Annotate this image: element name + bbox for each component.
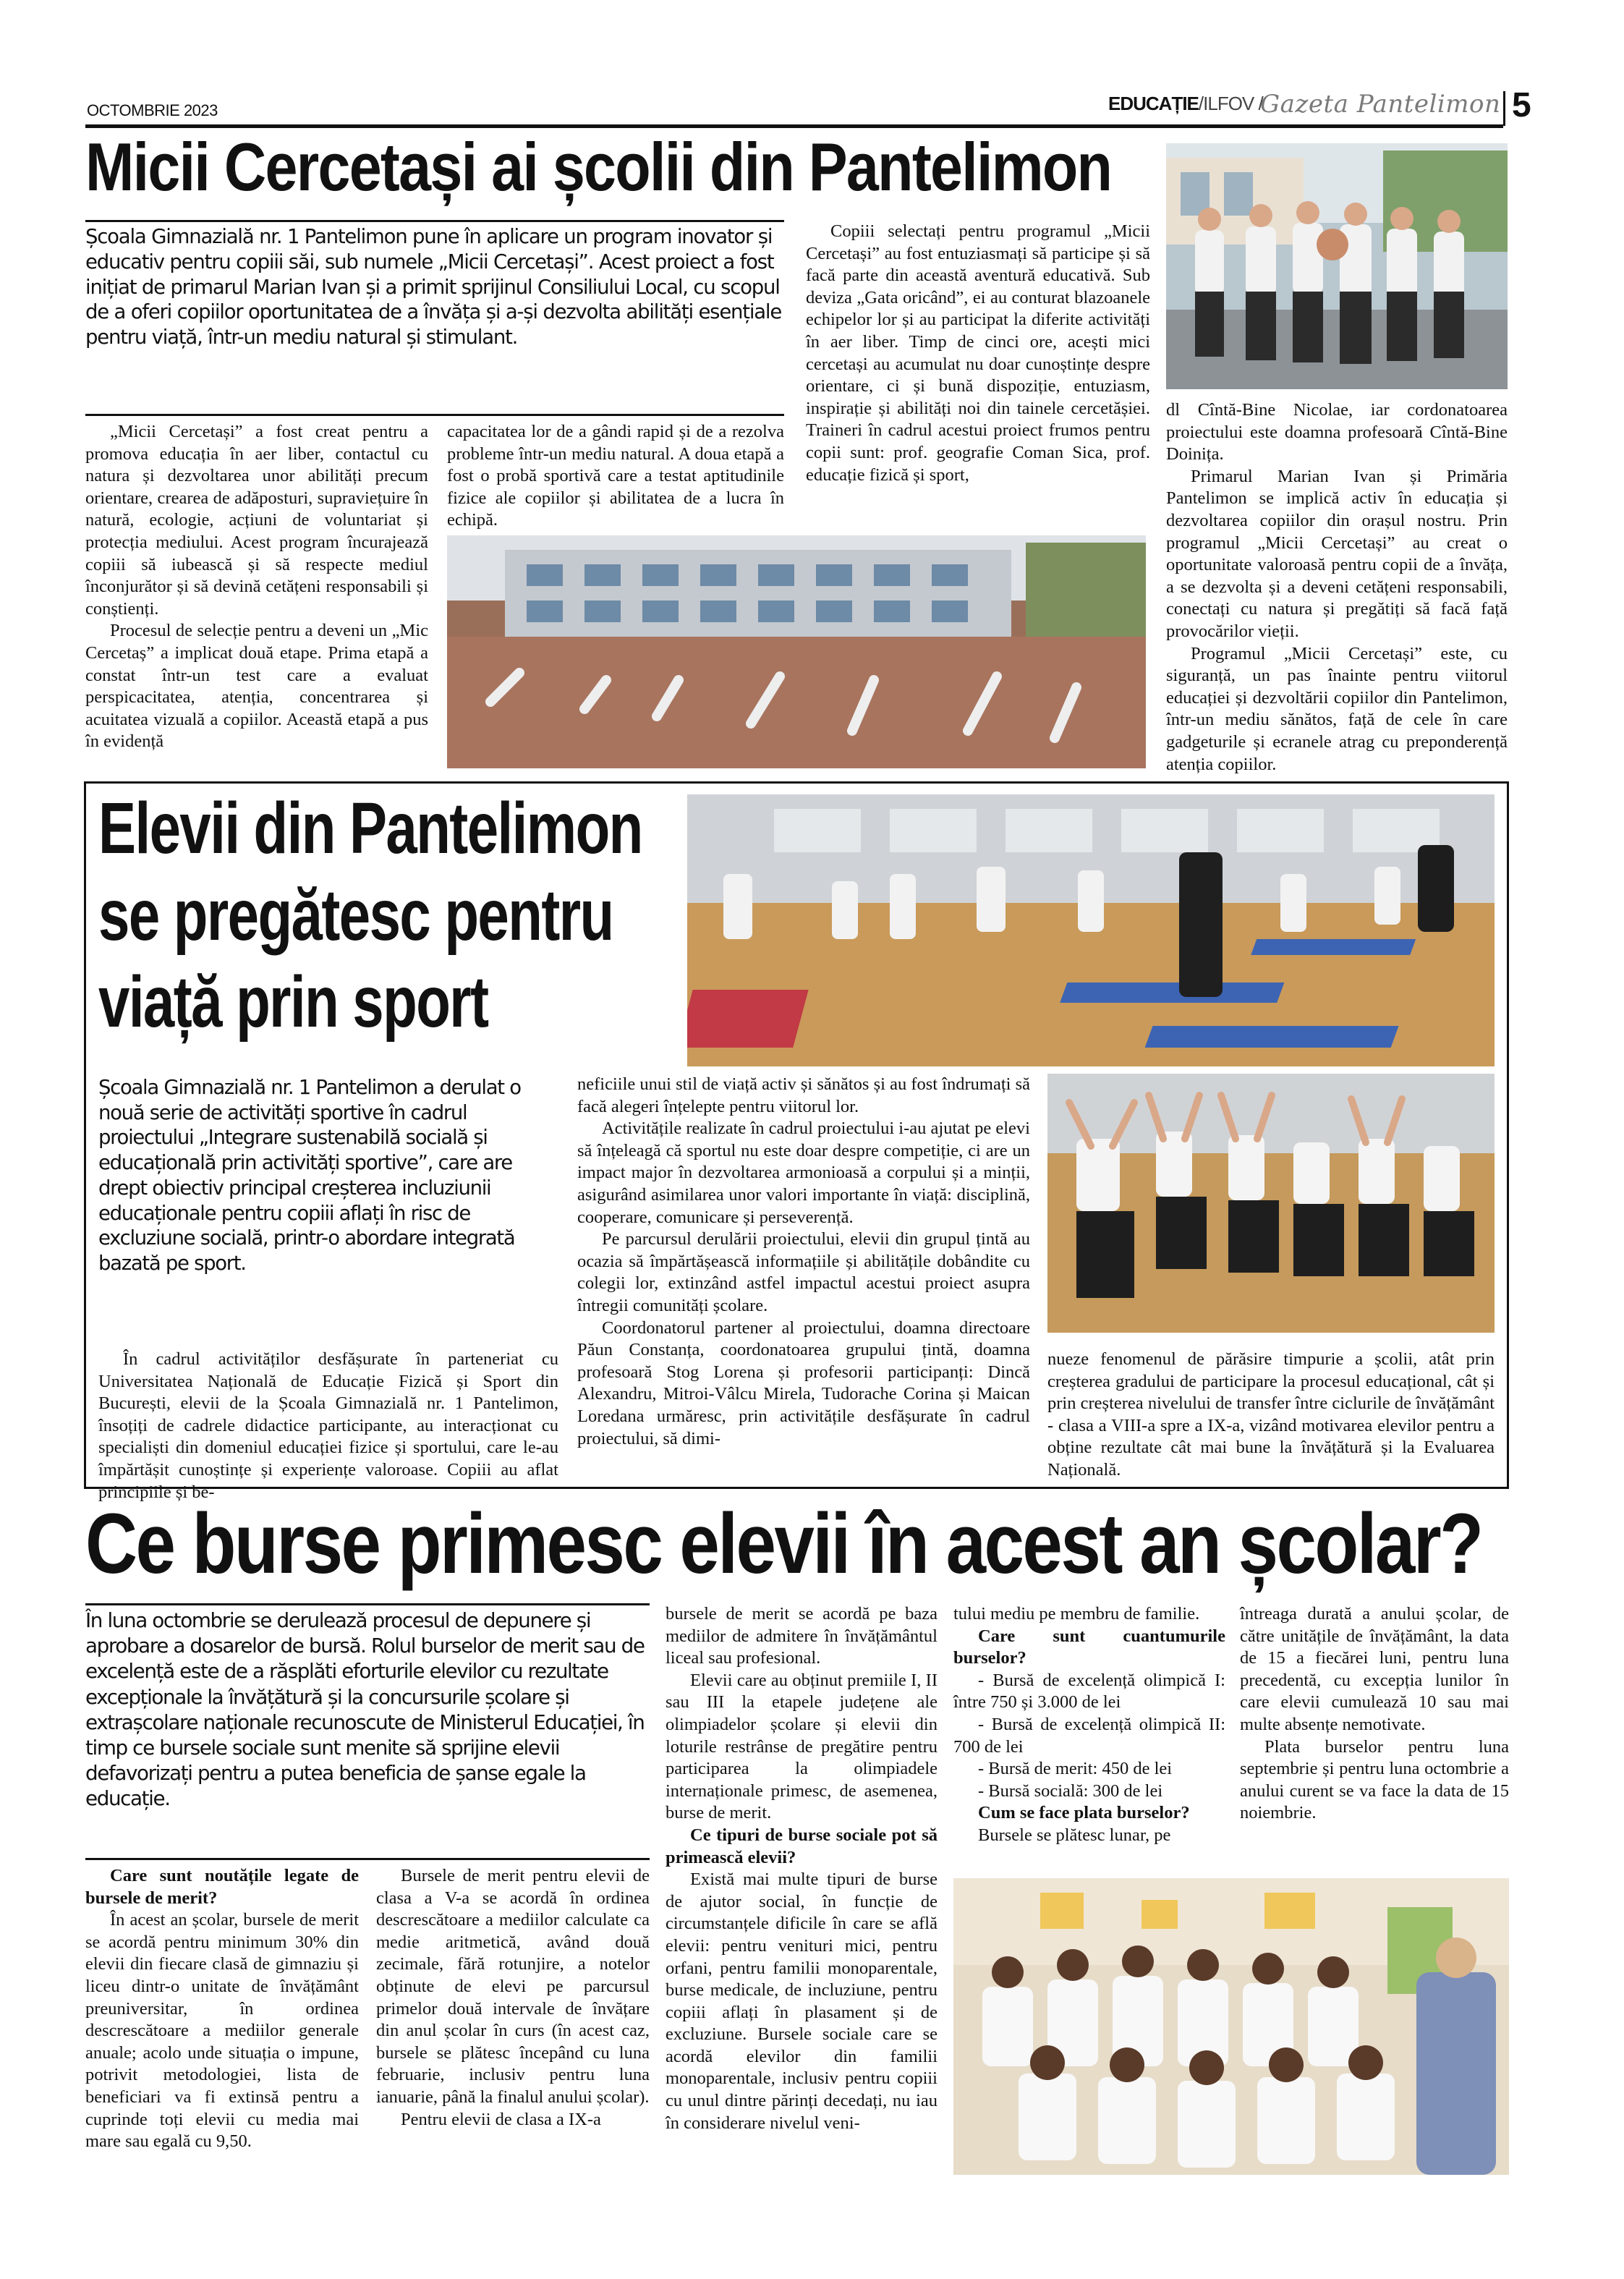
paragraph: Primarul Marian Ivan și Primăria Pantelimon se implică activ în educația și dezvoltarea copiilor din orașul nostru. Prin programul „Micii Cercetași” au creat o oportunitate valoroasă pentru copii de a învăța, a se dezvolta și a deveni cetățeni responsabili, conectați cu natura și pregătiți să facă față provocărilor vieții. (1166, 466, 1508, 641)
article-3-col-2 (376, 1865, 650, 2131)
article-1-lead-rule (85, 220, 784, 222)
paragraph: Bursele se plătesc lunar, pe (978, 1825, 1171, 1845)
gym-lunges-photo (1047, 1074, 1495, 1333)
section-label (1108, 93, 1263, 115)
paragraph: Pentru elevii de clasa a IX-a (401, 2109, 601, 2129)
paragraph: neficiile unui stil de viață activ și sănătos și au fost îndrumați să facă alegeri înțelepte pentru viitorul lor. (577, 1074, 1030, 1116)
paragraph: dl Cîntă-Bine Nicolae, iar cordonatoarea proiectului este doamna profesoară Cîntă-Bine Doinița. (1166, 400, 1508, 464)
paragraph: Activitățile realizate în cadrul proiectului i-au ajutat pe elevi să înțeleagă că sportul nu este doar despre competiție, ci are un impact major în dezvoltarea armonioasă a corpului și a minții, asigurând asimilarea unor valori importante în viață: disciplină, cooperare, comunicare și perseverență. (577, 1119, 1030, 1227)
scouts-group-photo (1166, 143, 1508, 389)
article-3-col-4 (953, 1603, 1225, 1847)
paragraph: Bursele de merit pentru elevii de clasa a V-a se acordă în ordinea descrescătoare a mediilor calculate ca medie aritmetică, având două zecimale, fără rotunjire, a notelor obținute de elevi pe parcursul primelor două intervale de învățare din anul școlar în curs (în acest caz, bursele se plătesc începând cu luna februarie, inclusiv pentru luna ianuarie, până la finalul anului școlar). (376, 1866, 650, 2107)
article-1-col-3 (806, 221, 1150, 486)
article-2-title-line-1: Elevii din Pantelimon (98, 788, 642, 869)
article-2-col-2 (577, 1074, 1030, 1450)
article-3-col-5 (1240, 1603, 1509, 1825)
article-1-lead-rule-bottom (85, 414, 784, 416)
issue-date: OCTOMBRIE 2023 (87, 101, 218, 119)
paragraph: În acest an școlar, bursele de merit se acordă pentru minimum 30% din elevii din fiecare clasă de gimnaziu și liceu dintr-o unitate de învățământ preuniversitar, în ordinea descrescătoare a mediilor generale anuale; acolo unde situația o impune, potrivit metodologiei, lista de beneficiari va fi extinsă pentru a cuprinde toți elevii cu media mai mare sau egală cu 9,50. (85, 1910, 359, 2152)
paragraph: tului mediu pe membru de familie. (953, 1604, 1200, 1624)
paragraph: Procesul de selecție pentru a deveni un „Mic Cercetaș” a implicat două etape. Prima etapă a constat într-un test care a evaluat perspicacitatea, atenția, concentrarea și acuitatea vizuală a copiilor. Această etapă a pus în evidență (85, 621, 428, 752)
students-classroom-photo (953, 1878, 1509, 2175)
list-item: - Bursă de excelență olimpică II: 700 de lei (953, 1714, 1225, 1757)
article-3-lead-rule (85, 1603, 650, 1605)
paragraph: întreaga durată a anului școlar, de către unitățile de învățământ, la data de 15 a fiecărei luni, pentru luna precedentă, cu excepția lunilor în care elevii cumulează 10 sau mai multe absențe nemotivate. (1240, 1604, 1509, 1734)
article-1-title: Micii Cercetași ai școlii din Pantelimon (85, 129, 1112, 205)
article-3-lead-rule-bottom (85, 1858, 650, 1860)
article-3-title: Ce burse primesc elevii în acest an școlar? (85, 1496, 1482, 1592)
outdoor-exercise-photo (447, 535, 1146, 768)
paragraph: nueze fenomenul de părăsire timpurie a școlii, atât prin creșterea gradului de participare la procesul educațional, cât și prin creșterea nivelului de transfer între ciclurile de învățământ - clasa a VIII-a spre a IX-a, vizând motivarea elevilor pentru a obține rezultate cât mai bune la învățătură și la Evaluarea Națională. (1047, 1349, 1495, 1480)
gym-class-photo (687, 794, 1495, 1066)
paragraph: Programul „Micii Cercetași” este, cu siguranță, un pas înainte pentru viitorul educației și dezvoltării copiilor din Pantelimon, într-un mediu sănătos, față de cele în care gadgeturile și ecranele atrag cu preponderență atenția copiilor. (1166, 643, 1508, 774)
article-2-col-3 (1047, 1349, 1495, 1482)
list-item: - Bursă de merit: 450 de lei (978, 1759, 1173, 1779)
article-2-title-line-3: viață prin sport (98, 962, 488, 1043)
article-1-col-4 (1166, 399, 1508, 776)
paragraph: Elevii care au obținut premiile I, II sau III la etapele județene ale olimpiadelor școlare și elevii din loturile restrânse de pregătire pentru participarea la olimpiadele internaționale primesc, de asemenea, burse de merit. (666, 1670, 938, 1823)
article-1-col-1 (85, 421, 428, 753)
article-1-lead: Școala Gimnazială nr. 1 Pantelimon pune în aplicare un program inovator și educativ pentru copiii săi, sub numele „Micii Cercetași”. Acest proiect a fost inițiat de primarul Marian Ivan și a primit sprijinul Consiliului Local, cu scopul de a oferi copiilor oportunitatea de a învăța și a-și dezvolta abilități esențiale pentru viață, într-un mediu natural și stimulant. (85, 225, 782, 349)
subheading: Care sunt noutățile legate de bursele de merit? (85, 1866, 359, 1908)
article-3-col-3 (666, 1603, 938, 2134)
header-divider (1503, 91, 1505, 126)
paragraph: „Micii Cercetași” a fost creat pentru a promova educația în aer liber, contactul cu natura și dezvoltarea unor abilități precum orientare, crearea de adăposturi, supraviețuire în natură, ecologie, acțiuni de voluntariat și protecția mediului. Acest program încurajează copiii să iubească și să respecte mediul înconjurător și să devină cetățeni responsabili și conștienți. (85, 422, 428, 619)
article-1-col-2 (447, 421, 784, 532)
paragraph: Coordonatorul partener al proiectului, doamna directoare Păun Constanța, coordonatoarea grupului țintă, doamna profesoară Stog Lorena și profesorii participanți: Dincă Alexandru, Mitroi-Vâlcu Mirela, Tudorache Corina și Maican Loredana urmăresc, prin activitățile desfășurate în cadrul proiectului, să dimi- (577, 1317, 1030, 1448)
article-3-col-1 (85, 1865, 359, 2153)
subheading: Care sunt cuantumurile burselor? (953, 1626, 1225, 1668)
paper-logo: Gazeta Pantelimon (1260, 90, 1501, 119)
paragraph: Plata burselor pentru luna septembrie și pentru luna octombrie a anului curent se va face la data de 15 noiembrie. (1240, 1736, 1509, 1823)
paragraph: Există mai multe tipuri de burse de ajutor social, în funcție de circumstanțele dificile în care se află elevii: pentru venituri mici, pentru orfani, pentru familii monoparentale, burse medicale, de incluziune, pentru copiii aflați în plasament și de excluziune. Bursele sociale care se acordă elevilor din familii monoparentale, inclusiv pentru copiii cu unul dintre părinți decedați, nu iau în considerare nivelul veni- (666, 1870, 938, 2133)
paragraph: capacitatea lor de a gândi rapid și de a rezolva probleme într-un mediu natural. A doua etapă a fost o probă sportivă care a testat aptitudinile fizice ale copiilor și abilitatea de a lucra în echipă. (447, 422, 784, 530)
article-2-title-line-2: se pregătesc pentru (98, 875, 613, 956)
article-2-col-1 (98, 1349, 558, 1503)
list-item: - Bursă socială: 300 de lei (978, 1781, 1163, 1801)
article-3-lead: În luna octombrie se derulează procesul de depunere și aprobare a dosarelor de bursă. Rolul burselor de merit sau de excelență este de a răsplăti eforturile elevilor cu rezultate excepționale la învățătură și la concursurile școlare și extrașcolare naționale recunoscute de Ministerul Educației, în timp ce bursele sociale sunt menite să sprijine elevii defavorizați pentru a putea beneficia de șanse egale la educație. (85, 1608, 645, 1811)
list-item: - Bursă de excelență olimpică I: între 750 și 3.000 de lei (953, 1670, 1225, 1713)
subheading: Cum se face plata burselor? (978, 1803, 1190, 1823)
page-number: 5 (1512, 86, 1531, 124)
paragraph: În cadrul activităților desfășurate în parteneriat cu Universitatea Națională de Educație Fizică și Sport din București, elevii de la Școala Gimnazială nr. 1 Pantelimon, însoțiți de cadrele didactice participante, au interacționat cu specialiști din domeniul educației fizice și sportului, care le-au împărtășit cunoștințe și experiențe valoroase. Copiii au aflat principiile și be- (98, 1349, 558, 1502)
subsection-name: /ILFOV / (1198, 93, 1263, 114)
paragraph: Copiii selectați pentru programul „Micii Cercetași” au fost entuziasmați să participe și să facă parte din această aventură educativă. Sub deviza „Gata oricând”, ei au conturat blazoanele echipelor lor și au participat la diferite activități în aer liber. Timp de cinci ore, acești mici cercetași au acumulat nu doar cunoștințe despre orientare, ci și bună dispoziție, entuziasm, inspirație și abilități noi din tainele cercetășiei. Traineri în cadrul acestui proiect frumos pentru copii sunt: prof. geografie Coman Sica, prof. educație fizică și sport, (806, 221, 1150, 485)
paragraph: bursele de merit se acordă pe baza mediilor de admitere în învățământul liceal sau profesional. (666, 1604, 938, 1668)
section-name: EDUCAȚIE (1108, 93, 1199, 114)
subheading: Ce tipuri de burse sociale pot să primească elevii? (666, 1825, 938, 1867)
paragraph: Pe parcursul derulării proiectului, elevii din grupul țintă au ocazia să împărtășească informațiile și abilitățile dobândite cu colegii lor, extinzând astfel impactul acestui proiect asupra întregii comunități școlare. (577, 1229, 1030, 1315)
article-2-lead: Școala Gimnazială nr. 1 Pantelimon a derulat o nouă serie de activități sportive în cadrul proiectului „Integrare sustenabilă socială și educațională prin activități sportive”, care are drept obiectiv principal creșterea incluziunii educaționale pentru copiii aflați în risc de excluziune socială, printr-o abordare integrată bazată pe sport. (98, 1076, 521, 1275)
